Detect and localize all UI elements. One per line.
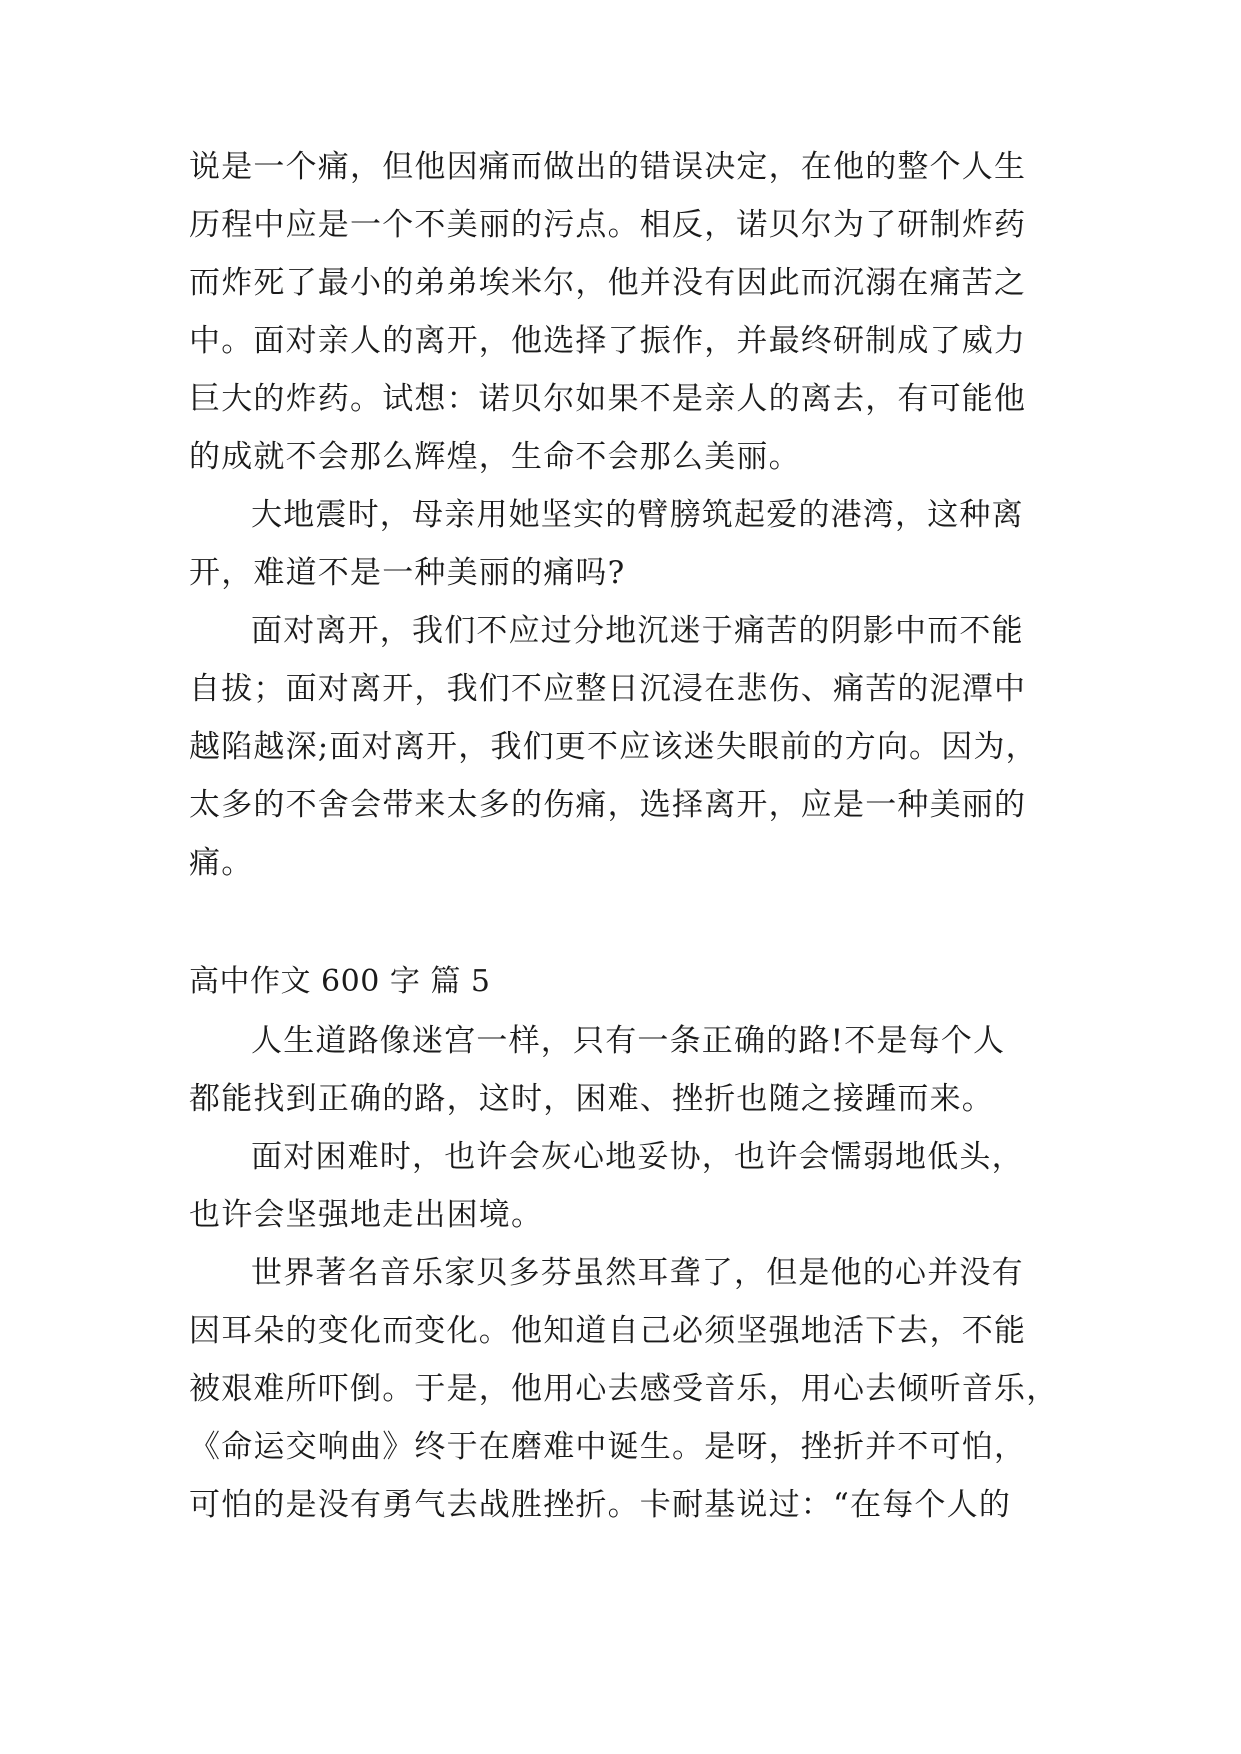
text-line: 的成就不会那么辉煌，生命不会那么美丽。 [189,439,801,475]
text-line: 历程中应是一个不美丽的污点。相反，诺贝尔为了研制炸药 [189,207,1027,243]
text-line: 被艰难所吓倒。于是，他用心去感受音乐，用心去倾听音乐， [189,1371,1059,1407]
text-line: 可怕的是没有勇气去战胜挫折。卡耐基说过：“在每个人的 [189,1487,1012,1523]
text-line: 自拔；面对离开，我们不应整日沉浸在悲伤、痛苦的泥潭中 [189,671,1027,707]
paragraph-first-line: 大地震时，母亲用她坚实的臂膀筑起爱的港湾，这种离 [251,497,1024,533]
text-line: 《命运交响曲》终于在磨难中诞生。是呀，挫折并不可怕， [189,1429,1027,1465]
text-line: 痛。 [189,845,254,881]
paragraph-first-line: 面对困难时，也许会灰心地妥协，也许会懦弱地低头， [251,1139,1024,1175]
text-line: 因耳朵的变化而变化。他知道自己必须坚强地活下去，不能 [189,1313,1027,1349]
paragraph-first-line: 世界著名音乐家贝多芬虽然耳聋了，但是他的心并没有 [251,1255,1024,1291]
section-heading: 高中作文 600 字 篇 5 [189,964,491,999]
text-line: 巨大的炸药。试想：诺贝尔如果不是亲人的离去，有可能他 [189,381,1027,417]
text-line: 中。面对亲人的离开，他选择了振作，并最终研制成了威力 [189,323,1027,359]
text-line: 也许会坚强地走出困境。 [189,1197,544,1233]
text-line: 太多的不舍会带来太多的伤痛，选择离开，应是一种美丽的 [189,787,1027,823]
text-line: 说是一个痛，但他因痛而做出的错误决定，在他的整个人生 [189,149,1027,185]
text-line: 越陷越深;面对离开，我们更不应该迷失眼前的方向。因为， [189,729,1038,765]
paragraph-first-line: 面对离开，我们不应过分地沉迷于痛苦的阴影中而不能 [251,613,1024,649]
paragraph-first-line: 人生道路像迷宫一样，只有一条正确的路!不是每个人 [251,1023,1006,1059]
text-line: 都能找到正确的路，这时，困难、挫折也随之接踵而来。 [189,1081,994,1117]
text-line: 开，难道不是一种美丽的痛吗? [189,555,626,591]
text-line: 而炸死了最小的弟弟埃米尔，他并没有因此而沉溺在痛苦之 [189,265,1027,301]
